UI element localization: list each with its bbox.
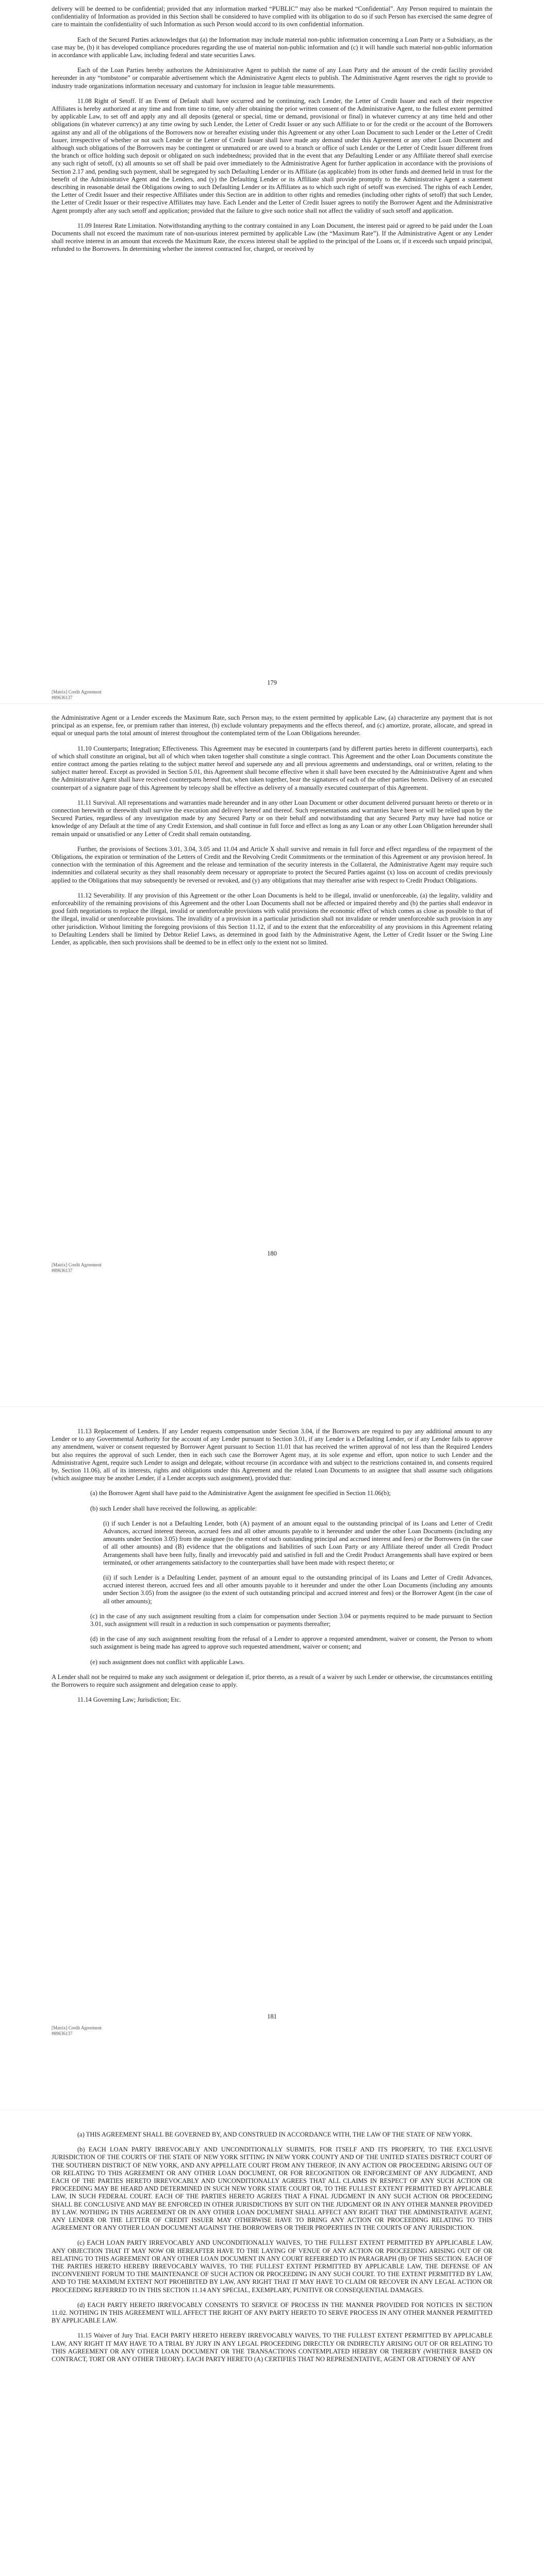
list-item: (d) in the case of any such assignment resulting from the refusal of a Lender to approve a requested amendment, waiver or consent, the Person to whom such assignment is being made has agreed to approve such requested amendment, waiver or consent; and	[90, 1635, 492, 1651]
footer-title: [Matrix] Credit Agreement	[52, 689, 102, 694]
footer-doc-id: #89636137	[52, 1268, 73, 1273]
document-footer	[52, 1262, 102, 1274]
paragraph: 11.13 Replacement of Lenders. If any Lender requests compensation under Section 3.04, if the Borrowers are required to pay any additional amount to any Lender or to any Governmental Authority for the account of any Lender pursuant to Section 3.01, if any Lender is a Defaulting Lender, or if any Lender fails to approve any amendment, waiver or consent requested by Borrower Agent pursuant to Section 11.01 that has received the written approval of not less than the Required Lenders but also requires the approval of such Lender, then in each such case the Borrower Agent may, at its sole expense and effort, upon notice to such Lender and the Administrative Agent, require such Lender to assign and delegate, without recourse (in accordance with and subject to the restrictions contained in, and consents required by, Section 11.06), all of its interests, rights and obligations under this Agreement and the related Loan Documents to an assignee that shall assume such obligations (which assignee may be another Lender, if a Lender accepts such assignment), provided that:	[52, 1428, 492, 1482]
paragraph: 11.09 Interest Rate Limitation. Notwithstanding anything to the contrary contained in any Loan Document, the interest paid or agreed to be paid under the Loan Documents shall not exceed the maximum rate of non-usurious interest permitted by applicable Law (the “Maximum Rate”). If the Administrative Agent or any Lender shall receive interest in an amount that exceeds the Maximum Rate, the excess interest shall be applied to the principal of the Loans or, if it exceeds such unpaid principal, refunded to the Borrowers. In determining whether the interest contracted for, charged, or received by	[52, 222, 492, 253]
paragraph: 11.08 Right of Setoff. If an Event of Default shall have occurred and be continuing, each Lender, the Letter of Credit Issuer and each of their respective Affiliates is hereby authorized at any time and from time to time, only after obtaining the prior written consent of the Administrative Agent, to the fullest extent permitted by applicable Law, to set off and apply any and all deposits (general or special, time or demand, provisional or final) in whatever currency at any time held and other obligations (in whatever currency) at any time owing by such Lender, the Letter of Credit Issuer or any such Affiliate to or for the credit or the account of the Borrowers against any and all of the obligations of the Borrowers now or hereafter existing under this Agreement or any other Loan Document to such Lender or the Letter of Credit Issuer, irrespective of whether or not such Lender or the Letter of Credit Issuer shall have made any demand under this Agreement or any other Loan Document and although such obligations of the Borrowers may be contingent or unmatured or are owed to a branch or office of such Lender or the Letter of Credit Issuer different from the branch or office holding such deposit or obligated on such indebtedness; provided that in the event that any Defaulting Lender or any Affiliate thereof shall exercise any such right of setoff, (x) all amounts so set off shall be paid over immediately to the Administrative Agent for further application in accordance with the provisions of Section 2.17 and, pending such payment, shall be segregated by such Defaulting Lender or its Affiliate (as applicable) from its other funds and deemed held in trust for the benefit of the Administrative Agent and the Lenders, and (y) the Defaulting Lender or its Affiliate shall provide promptly to the Administrative Agent a statement describing in reasonable detail the Obligations owing to such Defaulting Lender or its Affiliates as to which such right of setoff was exercised. The rights of each Lender, the Letter of Credit Issuer and their respective Affiliates under this Section are in addition to other rights and remedies (including other rights of setoff) that such Lender, the Letter of Credit Issuer or their respective Affiliates may have. Each Lender and the Letter of Credit Issuer agrees to notify the Borrower Agent and the Administrative Agent promptly after any such setoff and application; provided that the failure to give such notice shall not affect the validity of such setoff and application.	[52, 97, 492, 214]
list-item: (a) the Borrower Agent shall have paid to the Administrative Agent the assignment fee specified in Section 11.06(b);	[90, 1489, 391, 1497]
footer-title: [Matrix] Credit Agreement	[52, 1262, 102, 1267]
paragraph: (b) EACH LOAN PARTY IRREVOCABLY AND UNCONDITIONALLY SUBMITS, FOR ITSELF AND ITS PROPERTY, TO THE EXCLUSIVE JURISDICTION OF THE COURTS OF THE STATE OF NEW YORK SITTING IN NEW YORK COUNTY AND OF THE UNITED STATES DISTRICT COURT OF THE SOUTHERN DISTRICT OF NEW YORK, AND ANY APPELLATE COURT FROM ANY THEREOF, IN ANY ACTION OR PROCEEDING ARISING OUT OF OR RELATING TO THIS AGREEMENT OR ANY OTHER LOAN DOCUMENT, OR FOR RECOGNITION OR ENFORCEMENT OF ANY JUDGMENT, AND EACH OF THE PARTIES HERETO IRREVOCABLY AND UNCONDITIONALLY AGREES THAT ALL CLAIMS IN RESPECT OF ANY SUCH ACTION OR PROCEEDING MAY BE HEARD AND DETERMINED IN SUCH NEW YORK STATE COURT OR, TO THE FULLEST EXTENT PERMITTED BY APPLICABLE LAW, IN SUCH FEDERAL COURT. EACH OF THE PARTIES HERETO AGREES THAT A FINAL JUDGMENT IN ANY SUCH ACTION OR PROCEEDING SHALL BE CONCLUSIVE AND MAY BE ENFORCED IN OTHER JURISDICTIONS BY SUIT ON THE JUDGMENT OR IN ANY OTHER MANNER PROVIDED BY LAW. NOTHING IN THIS AGREEMENT OR IN ANY OTHER LOAN DOCUMENT SHALL AFFECT ANY RIGHT THAT THE ADMINISTRATIVE AGENT, ANY LENDER OR THE LETTER OF CREDIT ISSUER MAY OTHERWISE HAVE TO BRING ANY ACTION OR PROCEEDING RELATING TO THIS AGREEMENT OR ANY OTHER LOAN DOCUMENT AGAINST THE BORROWERS OR THEIR PROPERTIES IN THE COURTS OF ANY JURISDICTION.	[52, 2146, 492, 2232]
paragraph: delivery will be deemed to be confidential; provided that any information marked “PUBLIC” may also be marked “Confidential”. Any Person required to maintain the confidentiality of Information as provided in this Section shall be considered to have complied with its obligation to do so if such Person has exercised the same degree of care to maintain the confidentiality of such Information as such Person would accord to its own confidential information.	[52, 5, 492, 28]
list-item: (b) such Lender shall have received the following, as applicable:	[90, 1504, 257, 1512]
document-footer	[52, 689, 102, 701]
list-item: (c) in the case of any such assignment resulting from a claim for compensation under Section 3.04 or payments required to be made pursuant to Section 3.01, such assignment will result in a reduction in such compensation or payments thereafter;	[90, 1612, 492, 1628]
paragraph: the Administrative Agent or a Lender exceeds the Maximum Rate, such Person may, to the extent permitted by applicable Law, (a) characterize any payment that is not principal as an expense, fee, or premium rather than interest, (b) exclude voluntary prepayments and the effects thereof, and (c) amortize, prorate, allocate, and spread in equal or unequal parts the total amount of interest throughout the contemplated term of the Loan Obligations hereunder.	[52, 714, 492, 737]
page-number: 179	[267, 679, 277, 686]
page-body	[52, 1428, 492, 1711]
footer-doc-id: #89636137	[52, 2031, 73, 2036]
footer-title: [Matrix] Credit Agreement	[52, 2025, 102, 2030]
paragraph: 11.15 Waiver of Jury Trial. EACH PARTY HERETO HEREBY IRREVOCABLY WAIVES, TO THE FULLEST EXTENT PERMITTED BY APPLICABLE LAW, ANY RIGHT IT MAY HAVE TO A TRIAL BY JURY IN ANY LEGAL PROCEEDING DIRECTLY OR INDIRECTLY ARISING OUT OF OR RELATING TO THIS AGREEMENT OR ANY OTHER LOAN DOCUMENT OR THE TRANSACTIONS CONTEMPLATED HEREBY OR THEREBY (WHETHER BASED ON CONTRACT, TORT OR ANY OTHER THEORY). EACH PARTY HERETO (A) CERTIFIES THAT NO REPRESENTATIVE, AGENT OR ATTORNEY OF ANY	[52, 2332, 492, 2363]
section-heading: 11.14 Governing Law; Jurisdiction; Etc.	[77, 1696, 181, 1704]
page-182	[0, 2110, 544, 2576]
paragraph: 11.11 Survival. All representations and warranties made hereunder and in any other Loan Document or other document delivered pursuant hereto or thereto or in connection herewith or therewith shall survive the execution and delivery hereof and thereof. Such representations and warranties have been or will be relied upon by the Secured Parties, regardless of any investigation made by any Secured Party or on their behalf and notwithstanding that any Secured Party may have had notice or knowledge of any Default at the time of any Credit Extension, and shall continue in full force and effect as long as any Loan or any other Loan Obligation hereunder shall remain unpaid or unsatisfied or any Letter of Credit shall remain outstanding.	[52, 799, 492, 838]
paragraph: 11.12 Severability. If any provision of this Agreement or the other Loan Documents is held to be illegal, invalid or unenforceable, (a) the legality, validity and enforceability of the remaining provisions of this Agreement and the other Loan Documents shall not be affected or impaired thereby and (b) the parties shall endeavor in good faith negotiations to replace the illegal, invalid or unenforceable provisions with valid provisions the economic effect of which comes as close as possible to that of the illegal, invalid or unenforceable provisions. The invalidity of a provision in a particular jurisdiction shall not invalidate or render unenforceable such provision in any other jurisdiction. Without limiting the foregoing provisions of this Section 11.12, if and to the extent that the enforceability of any provisions in this Agreement relating to Defaulting Lenders shall be limited by Debtor Relief Laws, as determined in good faith by the Administrative Agent, the Letter of Credit Issuer or the Swing Line Lender, as applicable, then such provisions shall be deemed to be in effect only to the extent not so limited.	[52, 891, 492, 946]
paragraph: A Lender shall not be required to make any such assignment or delegation if, prior thereto, as a result of a waiver by such Lender or otherwise, the circumstances entitling the Borrowers to require such assignment and delegation cease to apply.	[52, 1673, 492, 1689]
page-179	[0, 0, 544, 703]
footer-doc-id: #89636137	[52, 695, 73, 700]
paragraph: (c) EACH LOAN PARTY IRREVOCABLY AND UNCONDITIONALLY WAIVES, TO THE FULLEST EXTENT PERMITTED BY APPLICABLE LAW, ANY OBJECTION THAT IT MAY NOW OR HEREAFTER HAVE TO THE LAYING OF VENUE OF ANY ACTION OR PROCEEDING ARISING OUT OF OR RELATING TO THIS AGREEMENT OR ANY OTHER LOAN DOCUMENT IN ANY COURT REFERRED TO IN PARAGRAPH (B) OF THIS SECTION. EACH OF THE PARTIES HERETO HEREBY IRREVOCABLY WAIVES, TO THE FULLEST EXTENT PERMITTED BY APPLICABLE LAW, THE DEFENSE OF AN INCONVENIENT FORUM TO THE MAINTENANCE OF SUCH ACTION OR PROCEEDING IN ANY SUCH COURT. TO THE EXTENT PERMITTED BY LAW, AND TO THE MAXIMUM EXTENT NOT PROHIBITED BY LAW, ANY RIGHT THAT IT MAY HAVE TO CLAIM OR RECOVER IN ANY LEGAL ACTION OR PROCEEDING REFERRED TO IN THIS SECTION 11.14 ANY SPECIAL, EXEMPLARY, PUNITIVE OR CONSEQUENTIAL DAMAGES.	[52, 2239, 492, 2294]
paragraph: Each of the Loan Parties hereby authorizes the Administrative Agent to publish the name of any Loan Party and the amount of the credit facility provided hereunder in any “tombstone” or comparable advertisement which the Administrative Agent elects to publish. The Administrative Agent reserves the right to provide to industry trade organizations information necessary and customary for inclusion in league table measurements.	[52, 66, 492, 90]
page-body	[52, 714, 492, 954]
paragraph: (a) THIS AGREEMENT SHALL BE GOVERNED BY, AND CONSTRUED IN ACCORDANCE WITH, THE LAW OF THE STATE OF NEW YORK.	[77, 2131, 473, 2138]
page-number: 181	[267, 2013, 277, 2020]
paragraph: (d) EACH PARTY HERETO IRREVOCABLY CONSENTS TO SERVICE OF PROCESS IN THE MANNER PROVIDED FOR NOTICES IN SECTION 11.02. NOTHING IN THIS AGREEMENT WILL AFFECT THE RIGHT OF ANY PARTY HERETO TO SERVE PROCESS IN ANY OTHER MANNER PERMITTED BY APPLICABLE LAW.	[52, 2301, 492, 2325]
page-body	[52, 5, 492, 261]
page-body	[52, 2131, 492, 2370]
page-number: 180	[267, 1250, 277, 1257]
list-item: (i) if such Lender is not a Defaulting Lender, both (A) payment of an amount equal to the outstanding principal of its Loans and Letter of Credit Advances, accrued interest thereon, accrued fees and all other amounts payable to it hereunder and under the other Loan Documents (including any amounts under Section 3.05) from the assignee (to the extent of such outstanding principal and accrued interest and fees) or the Borrowers (in the case of all other amounts) and (B) evidence that the obligations and liabilities of such Loan Party or any Affiliate thereof under all Credit Product Arrangements shall have been fully, finally and irrevocably paid and satisfied in full and the Credit Product Arrangements shall have expired or been terminated, or other arrangements satisfactory to the counterparties shall have been made with respect thereto; or	[103, 1519, 492, 1566]
paragraph: 11.10 Counterparts; Integration; Effectiveness. This Agreement may be executed in counterparts (and by different parties hereto in different counterparts), each of which shall constitute an original, but all of which when taken together shall constitute a single contract. This Agreement and the other Loan Documents constitute the entire contract among the parties relating to the subject matter hereof and supersede any and all previous agreements and understandings, oral or written, relating to the subject matter hereof. Except as provided in Section 5.01, this Agreement shall become effective when it shall have been executed by the Administrative Agent and when the Administrative Agent shall have received counterparts hereof that, when taken together, bear the signatures of each of the other parties hereto. Delivery of an executed counterpart of a signature page of this Agreement by telecopy shall be effective as delivery of a manually executed counterpart of this Agreement.	[52, 744, 492, 791]
page-181	[0, 1406, 544, 2110]
page-180	[0, 703, 544, 1407]
document-footer	[52, 2025, 102, 2037]
list-item: (e) such assignment does not conflict with applicable Laws.	[90, 1658, 244, 1666]
paragraph: Further, the provisions of Sections 3.01, 3.04, 3.05 and 11.04 and Article X shall survive and remain in full force and effect regardless of the repayment of the Obligations, the expiration or termination of the Letters of Credit and the Revolving Credit Commitments or the termination of this Agreement or any provision hereof. In connection with the termination of this Agreement and the release and termination of the security interests in the Collateral, the Administrative Agent may require such indemnities and collateral security as they shall reasonably deem necessary or appropriate to protect the Secured Parties against (x) loss on account of credits previously applied to the Obligations that may subsequently be reversed or revoked, and (y) any obligations that may thereafter arise with respect to Credit Product Obligations.	[52, 845, 492, 884]
paragraph: Each of the Secured Parties acknowledges that (a) the Information may include material non-public information concerning a Loan Party or a Subsidiary, as the case may be, (b) it has developed compliance procedures regarding the use of material non-public information and (c) it will handle such material non-public information in accordance with applicable Law, including federal and state securities Laws.	[52, 36, 492, 59]
list-item: (ii) if such Lender is a Defaulting Lender, payment of an amount equal to the outstanding principal of its Loans and Letter of Credit Advances, accrued interest thereon, accrued fees and all other amounts payable to it hereunder and under the other Loan Documents (including any amounts under Section 3.05) from the assignee (to the extent of such outstanding principal and accrued interest and fees) or the Borrower Agent (in the case of all other amounts);	[103, 1574, 492, 1605]
